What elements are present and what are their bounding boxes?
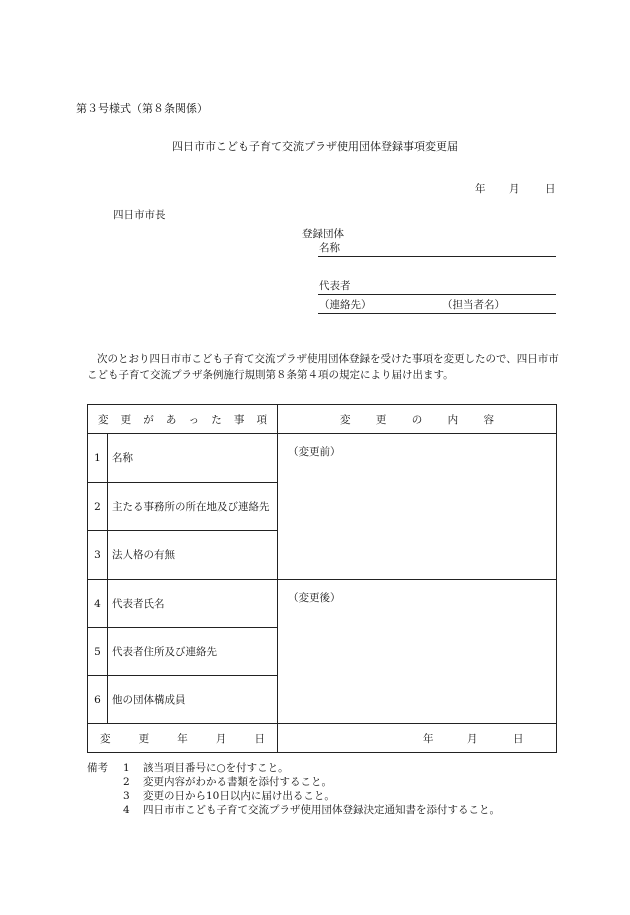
table-row — [88, 580, 557, 628]
change-date-label-char: 日 — [254, 732, 265, 745]
row-label: 法人格の有無 — [108, 531, 278, 580]
table-row — [88, 434, 557, 483]
after-label: （変更後） — [288, 592, 341, 604]
row-number: 5 — [88, 628, 108, 676]
after-content-cell — [278, 580, 557, 724]
contact-line — [318, 297, 556, 314]
header-content-char: の — [411, 413, 423, 426]
addressee: 四日市市長 — [113, 209, 166, 221]
before-content-cell — [278, 434, 557, 580]
contact-label: （連絡先） — [319, 299, 372, 311]
row-number: 6 — [88, 676, 108, 724]
row-number: 4 — [88, 580, 108, 628]
header-content-char: 内 — [447, 413, 459, 426]
remark-number: 2 — [123, 776, 130, 788]
date-day-label: 日 — [545, 183, 556, 195]
header-content-char: 容 — [483, 413, 494, 426]
header-item-char: 事 — [233, 413, 245, 426]
header-content-char: 変 — [340, 413, 351, 426]
body-paragraph: 次のとおり四日市市こども子育て交流プラザ使用団体登録を受けた事項を変更したので、四日市市こども子育て交流プラザ条例施行規則第８条第４項の規定により届け出ます。 — [87, 353, 559, 381]
registrant-name-label: 名称 — [319, 242, 340, 254]
row-label: 名称 — [108, 434, 278, 483]
remark-item — [87, 803, 587, 817]
header-content-char: 更 — [375, 413, 387, 426]
header-item-char: っ — [188, 413, 200, 426]
remark-number: 3 — [123, 790, 130, 802]
remark-item — [87, 775, 587, 789]
document-title: 四日市市こども子育て交流プラザ使用団体登録事項変更届 — [172, 140, 458, 153]
change-date-day: 日 — [513, 733, 524, 745]
row-label: 他の団体構成員 — [108, 676, 278, 724]
remark-item — [87, 789, 587, 803]
header-content — [278, 405, 557, 434]
change-date-label-char: 更 — [138, 732, 150, 745]
row-label: 代表者氏名 — [108, 580, 278, 628]
change-date-value-cell — [278, 724, 557, 753]
row-label: 主たる事務所の所在地及び連絡先 — [108, 483, 278, 531]
row-number: 3 — [88, 531, 108, 580]
row-number: 1 — [88, 434, 108, 483]
before-label: （変更前） — [288, 446, 341, 458]
remarks — [87, 761, 587, 817]
date-month-label: 月 — [509, 183, 520, 195]
remark-number: 1 — [123, 762, 130, 774]
remark-text: 変更内容がわかる書類を添付すること。 — [143, 776, 332, 788]
representative-line — [318, 278, 556, 295]
change-date-label-char: 月 — [215, 732, 227, 745]
remark-text: 変更の日から10日以内に届け出ること。 — [143, 790, 335, 802]
date-year-label: 年 — [475, 183, 486, 195]
header-item-char: 項 — [256, 413, 267, 426]
header-item-char: 変 — [98, 413, 109, 426]
change-date-label-char: 年 — [177, 732, 188, 745]
header-item-char: が — [143, 413, 154, 426]
registrant-name-line — [318, 240, 556, 257]
change-date-year: 年 — [423, 733, 434, 745]
table-header-row — [88, 405, 557, 434]
representative-label: 代表者 — [319, 280, 351, 292]
change-date-label-char: 変 — [100, 732, 111, 745]
header-item — [88, 405, 278, 434]
change-date-label-cell — [88, 724, 278, 753]
remark-item — [87, 761, 587, 775]
change-date-month: 月 — [467, 733, 478, 745]
person-in-charge-label: （担当者名） — [442, 299, 505, 311]
remark-number: 4 — [123, 804, 130, 816]
row-label: 代表者住所及び連絡先 — [108, 628, 278, 676]
remark-text: 四日市市こども子育て交流プラザ使用団体登録決定通知書を添付すること。 — [143, 804, 500, 816]
remark-text: 該当項目番号に○を付すこと。 — [143, 762, 289, 774]
registrant-heading: 登録団体 — [302, 228, 344, 240]
row-number: 2 — [88, 483, 108, 531]
header-item-char: 更 — [120, 413, 132, 426]
form-number: 第３号様式（第８条関係） — [76, 102, 208, 115]
remarks-label: 備考 — [87, 762, 108, 774]
change-date-row — [88, 724, 557, 753]
header-item-char: た — [211, 413, 222, 426]
header-item-char: あ — [165, 413, 177, 426]
change-table — [87, 404, 557, 753]
body-text — [87, 351, 559, 383]
